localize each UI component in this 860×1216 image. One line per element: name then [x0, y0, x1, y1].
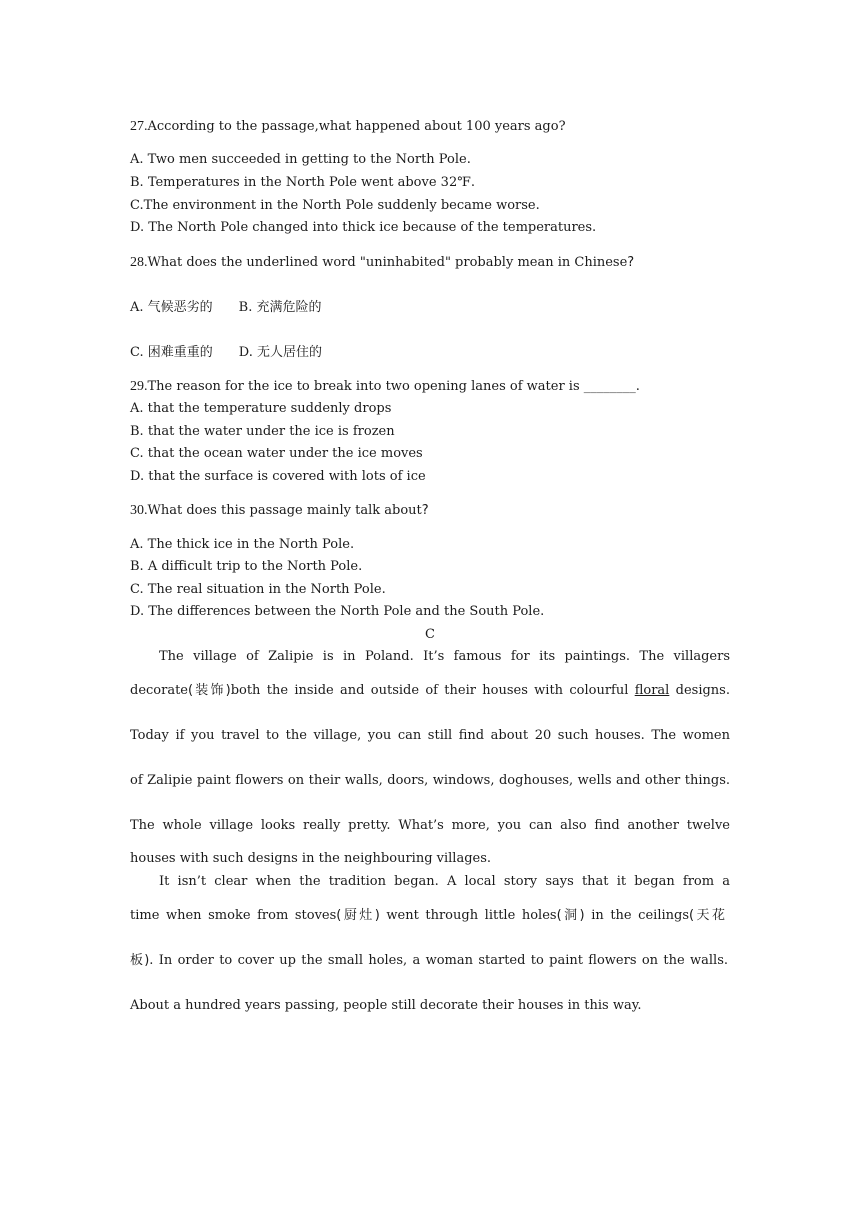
q27-option-d: D. The North Pole changed into thick ice because of the temperatures.	[130, 220, 597, 235]
q29-option-c: C. that the ocean water under the ice moves	[130, 446, 423, 461]
q30-stem	[130, 503, 429, 519]
q28-option-d-text: 无人居住的	[257, 345, 323, 360]
q29-stem	[130, 379, 640, 395]
q30-option-a: A. The thick ice in the North Pole.	[130, 537, 355, 552]
p1-l2-a: decorate	[130, 683, 189, 698]
p1-l2-b: both the inside and outside of their houses with colourful	[230, 683, 635, 698]
gloss-stoves: (厨灶)	[336, 908, 380, 923]
q28-stem-text: What does the underlined word "uninhabited" probably mean in Chinese	[147, 255, 628, 270]
q28-option-c-text: 困难重重的	[147, 345, 213, 360]
passage-c-p1-line3: Today if you travel to the village, you can still find about 20 such houses. The women	[130, 728, 730, 743]
q29-option-a: A. that the temperature suddenly drops	[130, 401, 392, 416]
q30-stem-text: What does this passage mainly talk about	[147, 503, 422, 518]
passage-c-p2-line1: It isn’t clear when the tradition began. A local story says that it began from a	[159, 874, 730, 889]
q29-number: 29.	[130, 379, 148, 394]
q30-option-d: D. The differences between the North Pole and the South Pole.	[130, 604, 545, 619]
underlined-word-floral: floral	[634, 683, 670, 698]
q28-option-a-text: 气候恶劣的	[147, 300, 213, 315]
passage-c-p2-line4: About a hundred years passing, people still decorate their houses in this way.	[130, 998, 642, 1013]
q28-option-b-text: 充满危险的	[256, 300, 322, 315]
q29-stem-text: The reason for the ice to break into two opening lanes of water is ________.	[147, 379, 640, 394]
gloss-holes: (洞)	[556, 908, 585, 923]
q27-option-c: C.The environment in the North Pole suddenly became worse.	[130, 198, 540, 213]
q28-options-cd	[130, 345, 322, 361]
q27-stem-text: According to the passage,what happened about 100 years ago?	[147, 119, 566, 134]
section-heading: C	[425, 627, 435, 642]
gloss-decorate: (装饰)	[188, 683, 231, 698]
p2-l2-a: time when smoke from stoves	[130, 908, 337, 923]
q29-option-d: D. that the surface is covered with lots of ice	[130, 469, 426, 484]
q28-number: 28.	[130, 255, 148, 270]
q27-stem	[130, 119, 566, 135]
passage-c-p1-line6: houses with such designs in the neighbouring villages.	[130, 851, 492, 866]
passage-c-p1-line1: The village of Zalipie is in Poland. It’s famous for its paintings. The villagers	[159, 649, 730, 664]
q28-question-mark: ?	[627, 255, 635, 270]
q29-option-b: B. that the water under the ice is frozen	[130, 424, 395, 439]
q28-option-b-letter: B.	[238, 300, 257, 315]
q27-option-a: A. Two men succeeded in getting to the North Pole.	[130, 152, 471, 167]
passage-c-p2-line2	[130, 908, 725, 924]
q30-option-c: C. The real situation in the North Pole.	[130, 582, 386, 597]
q28-option-c-letter: C.	[130, 345, 148, 360]
p1-l2-c: designs.	[669, 683, 730, 698]
passage-c-p1-line5: The whole village looks really pretty. What’s more, you can also find another twelve	[130, 818, 730, 833]
gloss-ceilings-start: (天花	[689, 908, 725, 923]
q28-options-ab	[130, 300, 322, 316]
q28-option-d-letter: D.	[238, 345, 257, 360]
q28-option-a-letter: A.	[130, 300, 148, 315]
passage-c-p1-line2	[130, 683, 730, 699]
q27-number: 27.	[130, 119, 148, 134]
q30-number: 30.	[130, 503, 148, 518]
q27-option-b: B. Temperatures in the North Pole went above 32℉.	[130, 175, 475, 190]
q28-stem	[130, 255, 634, 271]
q30-question-mark: ?	[421, 503, 429, 518]
p2-l2-b: went through little holes	[379, 908, 557, 923]
p2-l3-b: . In order to cover up the small holes, a woman started to paint flowers on the walls.	[149, 953, 729, 968]
p2-l2-c: in the ceilings	[584, 908, 689, 923]
passage-c-p1-line4: of Zalipie paint flowers on their walls, doors, windows, doghouses, wells and other things.	[130, 773, 730, 788]
q30-option-b: B. A difficult trip to the North Pole.	[130, 559, 363, 574]
gloss-ceilings-end: 板)	[130, 953, 150, 968]
passage-c-p2-line3	[130, 953, 728, 969]
